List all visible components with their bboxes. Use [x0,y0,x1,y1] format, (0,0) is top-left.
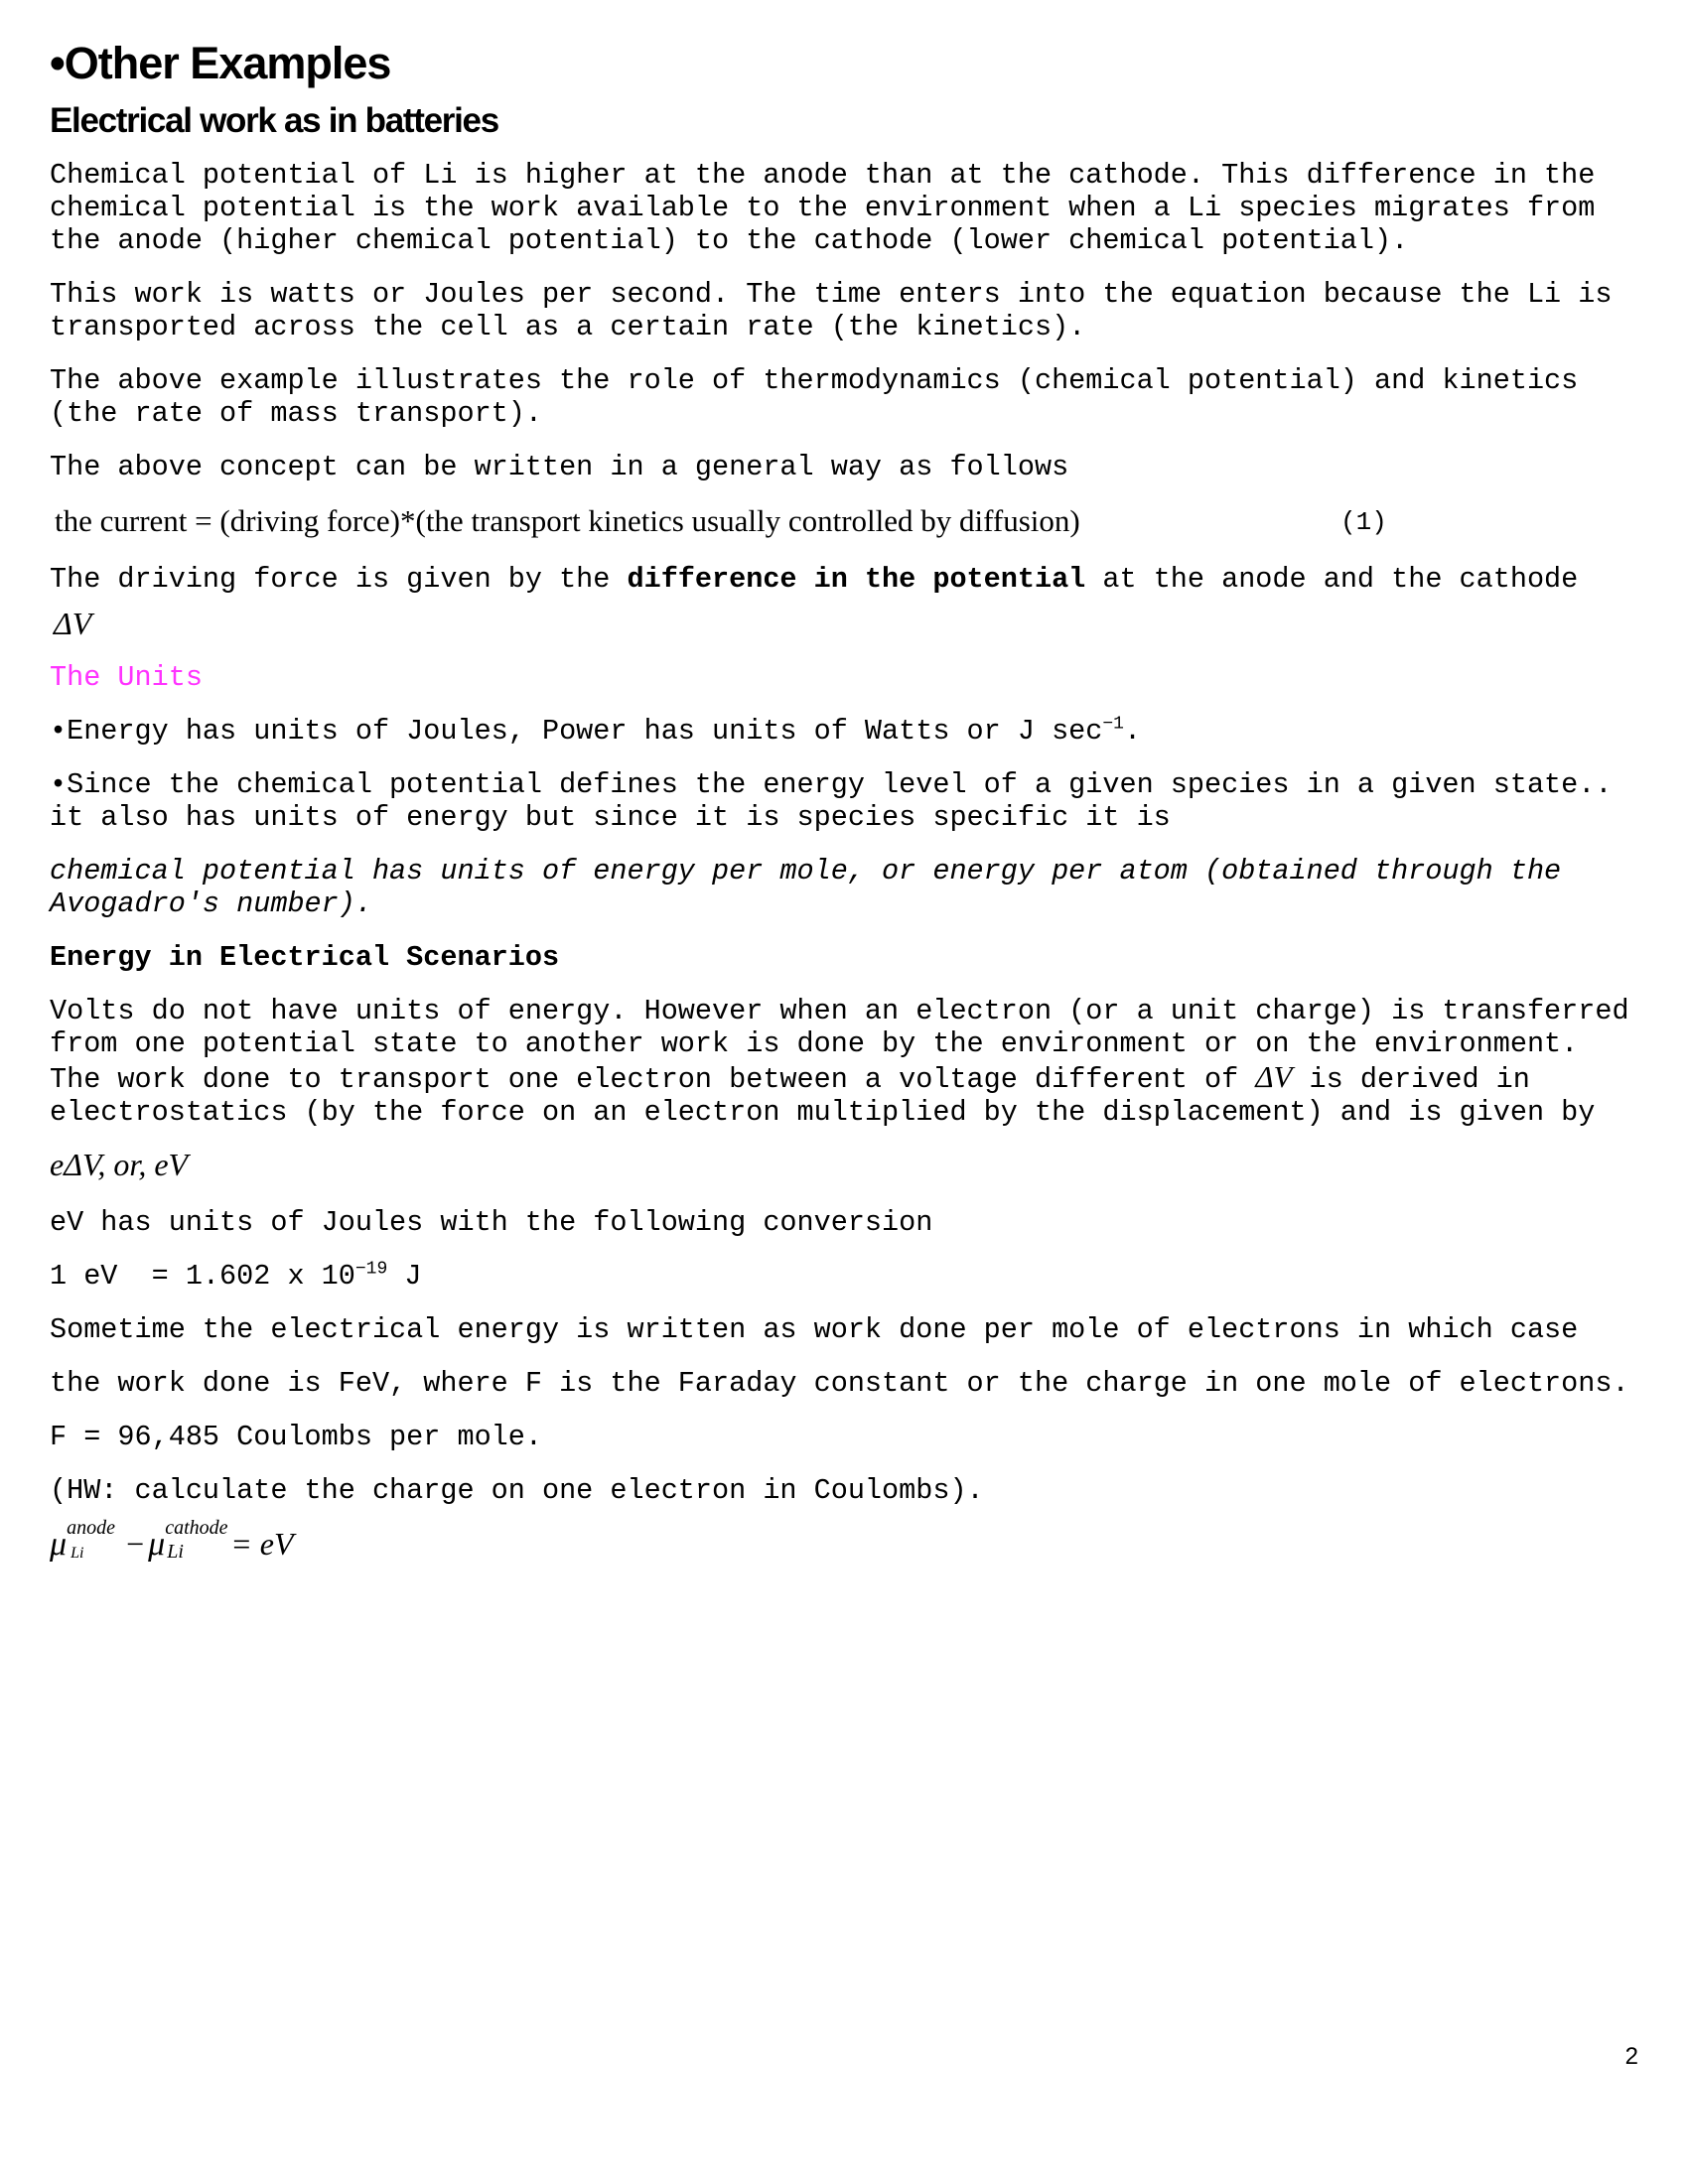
sub-li-2: Li [167,1541,184,1563]
equation-current [50,503,1638,543]
bullet-chemical-potential: •Since the chemical potential defines the energy level of a given species in a given state.. it also has units of energy but since it is species specific it is [50,768,1629,834]
equation-rhs: = eV [230,1526,294,1562]
mu-scripts-2 [165,1517,230,1563]
conversion-text: 1 eV = 1.602 x 10 [50,1260,355,1293]
driving-force-bold: difference in the potential [627,563,1086,596]
faraday-constant: F = 96,485 Coulombs per mole. [50,1421,542,1453]
paragraph-sometime: Sometime the electrical energy is written as work done per mole of electrons in which case [50,1313,1579,1346]
document-page [50,36,1646,1574]
paragraph-faraday-work: the work done is FeV, where F is the Faraday constant or the charge in one mole of electrons. [50,1367,1629,1400]
equation-current-text: the current = (driving force)*(the transport kinetics usually controlled by diffusion) [55,503,1080,538]
page-number: 2 [1624,2043,1638,2070]
section-subheading: Electrical work as in batteries [50,101,498,140]
paragraph-driving-force [50,563,1638,596]
final-equation [50,1517,1638,1574]
page-heading: •Other Examples [50,38,391,88]
paragraph-chemical-potential: Chemical potential of Li is higher at the anode than at the cathode. This difference in the chemical potential is the work available to the environment when a Li species migrates from the anode (higher chemical potential) to the cathode (lower chemical potential). [50,159,1613,257]
mu-symbol-2: μ [148,1526,166,1563]
paragraph-ev-units: eV has units of Joules with the following conversion [50,1206,933,1239]
paragraph-thermodynamics: The above example illustrates the role of thermodynamics (chemical potential) and kinetics (the rate of mass transport). [50,364,1596,430]
energy-electrical-heading: Energy in Electrical Scenarios [50,941,560,974]
paragraph-volts [50,995,1646,1129]
volts-text-b: is derived in electrostatics (by the force on an electron multiplied by the displacement) and is given by [50,1063,1596,1129]
bullet-energy-end: . [1123,715,1142,748]
sup-anode: anode [67,1517,115,1539]
conversion-end: J [387,1260,422,1293]
sup-cathode: cathode [165,1517,228,1539]
italic-paragraph: chemical potential has units of energy per mole, or energy per atom (obtained through the Avogadro's number). [50,855,1579,920]
units-heading: The Units [50,661,203,694]
volts-delta-v: ΔV [1255,1059,1293,1094]
bullet-energy-units [50,715,1638,748]
minus-sign: − [126,1526,145,1562]
delta-v-formula [50,606,1638,645]
delta-v: ΔV [54,606,92,641]
volts-text-a: Volts do not have units of energy. However when an electron (or a unit charge) is transferred from one potential state to another work is done by the environment or on the environment. The work done to transport one electron between a voltage different of [50,995,1646,1096]
paragraph-general-concept: The above concept can be written in a general way as follows [50,451,1069,483]
homework-line: (HW: calculate the charge on one electron in Coulombs). [50,1474,984,1507]
paragraph-work-watts: This work is watts or Joules per second. The time enters into the equation because the Li is transported across the cell as a certain rate (the kinetics). [50,278,1629,343]
driving-force-text: The driving force is given by the [50,563,628,596]
bullet-energy-sup: −1 [1102,714,1124,735]
driving-force-end: at the anode and the cathode [1085,563,1579,596]
conversion-sup: −19 [354,1259,388,1280]
mu-symbol-1: μ [50,1526,68,1563]
bullet-energy-text: •Energy has units of Joules, Power has units of Watts or J sec [50,715,1103,748]
equation-ev: eΔV, or, eV [50,1147,189,1182]
equation-number: (1) [1340,507,1387,537]
mu-scripts-1 [67,1517,122,1562]
conversion-line [50,1260,1638,1293]
sub-li-1: Li [70,1545,84,1562]
